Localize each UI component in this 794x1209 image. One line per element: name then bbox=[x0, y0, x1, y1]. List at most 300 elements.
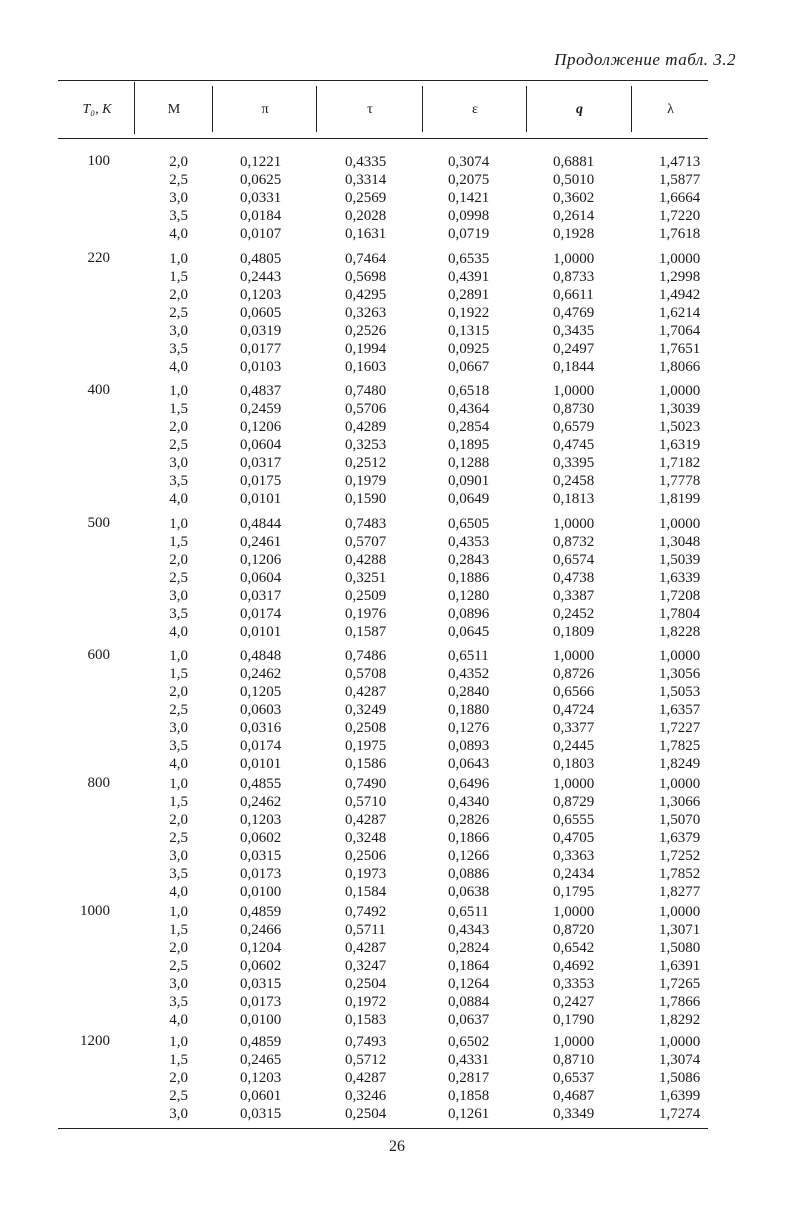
m-value: 2,0 bbox=[169, 154, 188, 170]
eps-value: 0,1866 bbox=[448, 830, 490, 846]
m-value: 4,0 bbox=[169, 491, 188, 507]
m-value: 4,0 bbox=[169, 1012, 188, 1028]
lambda-value: 1,7651 bbox=[659, 341, 701, 357]
t0-value: 600 bbox=[87, 647, 110, 663]
tau-value: 0,4335 bbox=[345, 154, 387, 170]
pi-value: 0,0107 bbox=[240, 226, 282, 242]
table-column bbox=[448, 515, 489, 641]
pi-value: 0,0315 bbox=[240, 848, 282, 864]
eps-value: 0,4391 bbox=[448, 269, 490, 285]
eps-value: 0,0719 bbox=[448, 226, 490, 242]
pi-value: 0,0101 bbox=[240, 491, 282, 507]
eps-value: 0,0667 bbox=[448, 359, 490, 375]
tau-value: 0,7486 bbox=[345, 648, 387, 664]
q-value: 0,2458 bbox=[553, 473, 595, 489]
eps-value: 0,1261 bbox=[448, 1106, 490, 1122]
q-value: 0,6537 bbox=[553, 1070, 595, 1086]
eps-value: 0,0901 bbox=[448, 473, 490, 489]
lambda-value: 1,7778 bbox=[659, 473, 701, 489]
header-divider bbox=[134, 82, 135, 134]
table-column bbox=[448, 250, 489, 376]
eps-value: 0,1922 bbox=[448, 305, 490, 321]
lambda-value: 1,4713 bbox=[659, 154, 701, 170]
tau-value: 0,2028 bbox=[345, 208, 387, 224]
header-divider bbox=[526, 86, 527, 132]
pi-value: 0,0604 bbox=[240, 570, 282, 586]
tau-value: 0,3263 bbox=[345, 305, 387, 321]
tau-value: 0,7493 bbox=[345, 1034, 387, 1050]
pi-value: 0,0316 bbox=[240, 720, 282, 736]
table-column bbox=[553, 903, 594, 1029]
q-value: 0,8726 bbox=[553, 666, 595, 682]
eps-value: 0,2817 bbox=[448, 1070, 490, 1086]
eps-value: 0,0638 bbox=[448, 884, 490, 900]
table-column bbox=[659, 775, 700, 901]
pi-value: 0,4805 bbox=[240, 251, 282, 267]
q-value: 0,6542 bbox=[553, 940, 595, 956]
pi-value: 0,2462 bbox=[240, 666, 282, 682]
q-value: 0,4738 bbox=[553, 570, 595, 586]
table-column bbox=[448, 647, 489, 773]
lambda-value: 1,3039 bbox=[659, 401, 701, 417]
lambda-value: 1,2998 bbox=[659, 269, 701, 285]
table-column bbox=[448, 153, 489, 243]
lambda-value: 1,7274 bbox=[659, 1106, 701, 1122]
lambda-value: 1,3066 bbox=[659, 794, 701, 810]
eps-value: 0,1288 bbox=[448, 455, 490, 471]
m-value: 2,5 bbox=[169, 1088, 188, 1104]
table-column bbox=[158, 775, 188, 901]
pi-value: 0,0625 bbox=[240, 172, 282, 188]
q-value: 0,5010 bbox=[553, 172, 595, 188]
m-value: 2,5 bbox=[169, 437, 188, 453]
pi-value: 0,0174 bbox=[240, 606, 282, 622]
tau-value: 0,3247 bbox=[345, 958, 387, 974]
header-lambda: λ bbox=[667, 102, 674, 117]
q-value: 0,2427 bbox=[553, 994, 595, 1010]
pi-value: 0,4859 bbox=[240, 904, 282, 920]
table-column bbox=[448, 382, 489, 508]
table-column bbox=[158, 647, 188, 773]
eps-value: 0,1858 bbox=[448, 1088, 490, 1104]
table-column bbox=[553, 515, 594, 641]
lambda-value: 1,6391 bbox=[659, 958, 701, 974]
m-value: 1,0 bbox=[169, 383, 188, 399]
table-column bbox=[345, 775, 386, 901]
tau-value: 0,2512 bbox=[345, 455, 387, 471]
lambda-value: 1,0000 bbox=[659, 648, 701, 664]
lambda-value: 1,7064 bbox=[659, 323, 701, 339]
eps-value: 0,6535 bbox=[448, 251, 490, 267]
tau-value: 0,1586 bbox=[345, 756, 387, 772]
m-value: 3,5 bbox=[169, 208, 188, 224]
table-column bbox=[158, 153, 188, 243]
lambda-value: 1,5877 bbox=[659, 172, 701, 188]
m-value: 1,5 bbox=[169, 794, 188, 810]
lambda-value: 1,3048 bbox=[659, 534, 701, 550]
m-value: 1,0 bbox=[169, 251, 188, 267]
m-value: 3,5 bbox=[169, 606, 188, 622]
header-divider bbox=[212, 86, 213, 132]
eps-value: 0,1276 bbox=[448, 720, 490, 736]
t0-value: 1200 bbox=[80, 1033, 110, 1049]
table-column bbox=[240, 647, 281, 773]
pi-value: 0,0603 bbox=[240, 702, 282, 718]
pi-value: 0,4859 bbox=[240, 1034, 282, 1050]
tau-value: 0,5707 bbox=[345, 534, 387, 550]
eps-value: 0,3074 bbox=[448, 154, 490, 170]
q-value: 0,4769 bbox=[553, 305, 595, 321]
q-value: 1,0000 bbox=[553, 516, 595, 532]
q-value: 0,3435 bbox=[553, 323, 595, 339]
tau-value: 0,2526 bbox=[345, 323, 387, 339]
pi-value: 0,0602 bbox=[240, 830, 282, 846]
tau-value: 0,2508 bbox=[345, 720, 387, 736]
q-value: 0,1844 bbox=[553, 359, 595, 375]
table-column bbox=[240, 1033, 281, 1123]
pi-value: 0,0604 bbox=[240, 437, 282, 453]
tau-value: 0,7480 bbox=[345, 383, 387, 399]
m-value: 2,5 bbox=[169, 570, 188, 586]
q-value: 0,6881 bbox=[553, 154, 595, 170]
q-value: 0,1813 bbox=[553, 491, 595, 507]
m-value: 3,0 bbox=[169, 455, 188, 471]
eps-value: 0,2891 bbox=[448, 287, 490, 303]
lambda-value: 1,7220 bbox=[659, 208, 701, 224]
m-value: 3,0 bbox=[169, 323, 188, 339]
m-value: 4,0 bbox=[169, 226, 188, 242]
m-value: 3,0 bbox=[169, 976, 188, 992]
table-column bbox=[345, 903, 386, 1029]
eps-value: 0,0896 bbox=[448, 606, 490, 622]
lambda-value: 1,5086 bbox=[659, 1070, 701, 1086]
pi-value: 0,1203 bbox=[240, 287, 282, 303]
q-value: 0,4724 bbox=[553, 702, 595, 718]
q-value: 1,0000 bbox=[553, 1034, 595, 1050]
header-pi: π bbox=[261, 102, 269, 117]
q-value: 0,8729 bbox=[553, 794, 595, 810]
m-value: 4,0 bbox=[169, 359, 188, 375]
tau-value: 0,2506 bbox=[345, 848, 387, 864]
t0-value: 1000 bbox=[80, 903, 110, 919]
pi-value: 0,1205 bbox=[240, 684, 282, 700]
lambda-value: 1,0000 bbox=[659, 776, 701, 792]
table-column bbox=[240, 382, 281, 508]
lambda-value: 1,4942 bbox=[659, 287, 701, 303]
m-value: 1,5 bbox=[169, 666, 188, 682]
q-value: 0,6555 bbox=[553, 812, 595, 828]
m-value: 2,0 bbox=[169, 419, 188, 435]
lambda-value: 1,3056 bbox=[659, 666, 701, 682]
header-divider bbox=[422, 86, 423, 132]
pi-value: 0,0331 bbox=[240, 190, 282, 206]
pi-value: 0,4844 bbox=[240, 516, 282, 532]
tau-value: 0,1973 bbox=[345, 866, 387, 882]
table-column bbox=[448, 903, 489, 1029]
q-value: 0,6579 bbox=[553, 419, 595, 435]
q-value: 0,2497 bbox=[553, 341, 595, 357]
pi-value: 0,0101 bbox=[240, 756, 282, 772]
m-value: 2,0 bbox=[169, 940, 188, 956]
tau-value: 0,1587 bbox=[345, 624, 387, 640]
tau-value: 0,4287 bbox=[345, 1070, 387, 1086]
pi-value: 0,4837 bbox=[240, 383, 282, 399]
lambda-value: 1,6319 bbox=[659, 437, 701, 453]
table-column bbox=[158, 515, 188, 641]
m-value: 3,0 bbox=[169, 848, 188, 864]
eps-value: 0,2840 bbox=[448, 684, 490, 700]
lambda-value: 1,8199 bbox=[659, 491, 701, 507]
m-value: 2,5 bbox=[169, 172, 188, 188]
eps-value: 0,4353 bbox=[448, 534, 490, 550]
lambda-value: 1,7252 bbox=[659, 848, 701, 864]
tau-value: 0,1631 bbox=[345, 226, 387, 242]
table-bottom-rule bbox=[58, 1128, 708, 1129]
lambda-value: 1,0000 bbox=[659, 1034, 701, 1050]
q-value: 0,8733 bbox=[553, 269, 595, 285]
m-value: 1,0 bbox=[169, 648, 188, 664]
pi-value: 0,2465 bbox=[240, 1052, 282, 1068]
header-m: M bbox=[167, 102, 181, 117]
tau-value: 0,3248 bbox=[345, 830, 387, 846]
pi-value: 0,0100 bbox=[240, 1012, 282, 1028]
pi-value: 0,2462 bbox=[240, 794, 282, 810]
tau-value: 0,3253 bbox=[345, 437, 387, 453]
m-value: 2,5 bbox=[169, 305, 188, 321]
table-column bbox=[345, 250, 386, 376]
table-column bbox=[345, 1033, 386, 1123]
t0-value: 400 bbox=[87, 382, 110, 398]
lambda-value: 1,6357 bbox=[659, 702, 701, 718]
pi-value: 0,0315 bbox=[240, 976, 282, 992]
tau-value: 0,1994 bbox=[345, 341, 387, 357]
pi-value: 0,0317 bbox=[240, 455, 282, 471]
q-value: 0,3602 bbox=[553, 190, 595, 206]
m-value: 3,5 bbox=[169, 994, 188, 1010]
q-value: 0,4692 bbox=[553, 958, 595, 974]
pi-value: 0,0317 bbox=[240, 588, 282, 604]
eps-value: 0,2075 bbox=[448, 172, 490, 188]
lambda-value: 1,5070 bbox=[659, 812, 701, 828]
q-value: 0,6574 bbox=[553, 552, 595, 568]
table-column bbox=[158, 250, 188, 376]
q-value: 0,3387 bbox=[553, 588, 595, 604]
tau-value: 0,1583 bbox=[345, 1012, 387, 1028]
lambda-value: 1,7227 bbox=[659, 720, 701, 736]
m-value: 2,0 bbox=[169, 1070, 188, 1086]
tau-value: 0,4287 bbox=[345, 940, 387, 956]
pi-value: 0,0605 bbox=[240, 305, 282, 321]
eps-value: 0,6496 bbox=[448, 776, 490, 792]
table-column bbox=[345, 382, 386, 508]
eps-value: 0,4331 bbox=[448, 1052, 490, 1068]
m-value: 3,5 bbox=[169, 341, 188, 357]
tau-value: 0,4295 bbox=[345, 287, 387, 303]
m-value: 3,5 bbox=[169, 473, 188, 489]
q-value: 1,0000 bbox=[553, 383, 595, 399]
m-value: 1,0 bbox=[169, 776, 188, 792]
lambda-value: 1,7265 bbox=[659, 976, 701, 992]
t0-value: 100 bbox=[87, 153, 110, 169]
m-value: 2,5 bbox=[169, 702, 188, 718]
m-value: 2,5 bbox=[169, 830, 188, 846]
table-column bbox=[659, 250, 700, 376]
eps-value: 0,0925 bbox=[448, 341, 490, 357]
m-value: 3,0 bbox=[169, 190, 188, 206]
table-column bbox=[553, 153, 594, 243]
q-value: 0,2445 bbox=[553, 738, 595, 754]
eps-value: 0,6511 bbox=[448, 648, 489, 664]
header-divider bbox=[631, 86, 632, 132]
lambda-value: 1,5053 bbox=[659, 684, 701, 700]
header-eps: ε bbox=[472, 102, 478, 117]
header-q: q bbox=[576, 102, 583, 117]
table-column bbox=[240, 903, 281, 1029]
tau-value: 0,1590 bbox=[345, 491, 387, 507]
pi-value: 0,2461 bbox=[240, 534, 282, 550]
q-value: 0,2614 bbox=[553, 208, 595, 224]
eps-value: 0,1266 bbox=[448, 848, 490, 864]
m-value: 1,0 bbox=[169, 1034, 188, 1050]
pi-value: 0,1204 bbox=[240, 940, 282, 956]
table-column bbox=[345, 647, 386, 773]
lambda-value: 1,6339 bbox=[659, 570, 701, 586]
m-value: 3,0 bbox=[169, 720, 188, 736]
m-value: 3,5 bbox=[169, 738, 188, 754]
m-value: 2,0 bbox=[169, 287, 188, 303]
eps-value: 0,1421 bbox=[448, 190, 490, 206]
table-column bbox=[448, 775, 489, 901]
q-value: 1,0000 bbox=[553, 776, 595, 792]
m-value: 1,5 bbox=[169, 534, 188, 550]
q-value: 0,8710 bbox=[553, 1052, 595, 1068]
table-column bbox=[553, 382, 594, 508]
pi-value: 0,0173 bbox=[240, 866, 282, 882]
m-value: 1,5 bbox=[169, 269, 188, 285]
eps-value: 0,1864 bbox=[448, 958, 490, 974]
pi-value: 0,0175 bbox=[240, 473, 282, 489]
table-column bbox=[659, 647, 700, 773]
m-value: 1,5 bbox=[169, 922, 188, 938]
lambda-value: 1,6214 bbox=[659, 305, 701, 321]
pi-value: 0,2443 bbox=[240, 269, 282, 285]
q-value: 0,3353 bbox=[553, 976, 595, 992]
lambda-value: 1,7804 bbox=[659, 606, 701, 622]
pi-value: 0,0101 bbox=[240, 624, 282, 640]
tau-value: 0,5710 bbox=[345, 794, 387, 810]
pi-value: 0,0103 bbox=[240, 359, 282, 375]
m-value: 1,0 bbox=[169, 904, 188, 920]
eps-value: 0,1280 bbox=[448, 588, 490, 604]
tau-value: 0,1584 bbox=[345, 884, 387, 900]
tau-value: 0,5706 bbox=[345, 401, 387, 417]
lambda-value: 1,8292 bbox=[659, 1012, 701, 1028]
pi-value: 0,0100 bbox=[240, 884, 282, 900]
q-value: 1,0000 bbox=[553, 904, 595, 920]
pi-value: 0,0602 bbox=[240, 958, 282, 974]
pi-value: 0,2459 bbox=[240, 401, 282, 417]
eps-value: 0,4343 bbox=[448, 922, 490, 938]
table-column bbox=[158, 382, 188, 508]
table-column bbox=[240, 775, 281, 901]
lambda-value: 1,6379 bbox=[659, 830, 701, 846]
tau-value: 0,4289 bbox=[345, 419, 387, 435]
table-column bbox=[240, 153, 281, 243]
eps-value: 0,1886 bbox=[448, 570, 490, 586]
lambda-value: 1,8277 bbox=[659, 884, 701, 900]
eps-value: 0,2854 bbox=[448, 419, 490, 435]
q-value: 0,3395 bbox=[553, 455, 595, 471]
q-value: 0,6611 bbox=[553, 287, 594, 303]
pi-value: 0,4848 bbox=[240, 648, 282, 664]
table-column bbox=[345, 153, 386, 243]
q-value: 0,1928 bbox=[553, 226, 595, 242]
lambda-value: 1,3071 bbox=[659, 922, 701, 938]
tau-value: 0,3246 bbox=[345, 1088, 387, 1104]
lambda-value: 1,8249 bbox=[659, 756, 701, 772]
tau-value: 0,3314 bbox=[345, 172, 387, 188]
lambda-value: 1,7182 bbox=[659, 455, 701, 471]
m-value: 2,5 bbox=[169, 958, 188, 974]
lambda-value: 1,8066 bbox=[659, 359, 701, 375]
pi-value: 0,1206 bbox=[240, 419, 282, 435]
eps-value: 0,2843 bbox=[448, 552, 490, 568]
m-value: 2,0 bbox=[169, 552, 188, 568]
table-column bbox=[659, 903, 700, 1029]
tau-value: 0,1975 bbox=[345, 738, 387, 754]
t0-value: 500 bbox=[87, 515, 110, 531]
header-t0: T₀, К bbox=[82, 102, 112, 117]
table-column bbox=[553, 1033, 594, 1123]
lambda-value: 1,7866 bbox=[659, 994, 701, 1010]
lambda-value: 1,7618 bbox=[659, 226, 701, 242]
table-column bbox=[553, 250, 594, 376]
tau-value: 0,7464 bbox=[345, 251, 387, 267]
table-column bbox=[448, 1033, 489, 1123]
tau-value: 0,2509 bbox=[345, 588, 387, 604]
eps-value: 0,0637 bbox=[448, 1012, 490, 1028]
lambda-value: 1,8228 bbox=[659, 624, 701, 640]
header-top-rule bbox=[58, 80, 708, 81]
tau-value: 0,3251 bbox=[345, 570, 387, 586]
eps-value: 0,0893 bbox=[448, 738, 490, 754]
m-value: 1,5 bbox=[169, 1052, 188, 1068]
lambda-value: 1,3074 bbox=[659, 1052, 701, 1068]
tau-value: 0,7490 bbox=[345, 776, 387, 792]
q-value: 0,1809 bbox=[553, 624, 595, 640]
m-value: 2,0 bbox=[169, 684, 188, 700]
eps-value: 0,0884 bbox=[448, 994, 490, 1010]
tau-value: 0,2504 bbox=[345, 976, 387, 992]
lambda-value: 1,0000 bbox=[659, 516, 701, 532]
lambda-value: 1,6399 bbox=[659, 1088, 701, 1104]
table-column bbox=[659, 1033, 700, 1123]
lambda-value: 1,7852 bbox=[659, 866, 701, 882]
eps-value: 0,1264 bbox=[448, 976, 490, 992]
eps-value: 0,2824 bbox=[448, 940, 490, 956]
m-value: 4,0 bbox=[169, 624, 188, 640]
table-column bbox=[659, 153, 700, 243]
lambda-value: 1,7208 bbox=[659, 588, 701, 604]
table-caption: Продолжение табл. 3.2 bbox=[554, 50, 736, 69]
q-value: 0,8732 bbox=[553, 534, 595, 550]
q-value: 0,3363 bbox=[553, 848, 595, 864]
q-value: 1,0000 bbox=[553, 251, 595, 267]
q-value: 0,1795 bbox=[553, 884, 595, 900]
eps-value: 0,6518 bbox=[448, 383, 490, 399]
tau-value: 0,4287 bbox=[345, 684, 387, 700]
q-value: 0,1803 bbox=[553, 756, 595, 772]
